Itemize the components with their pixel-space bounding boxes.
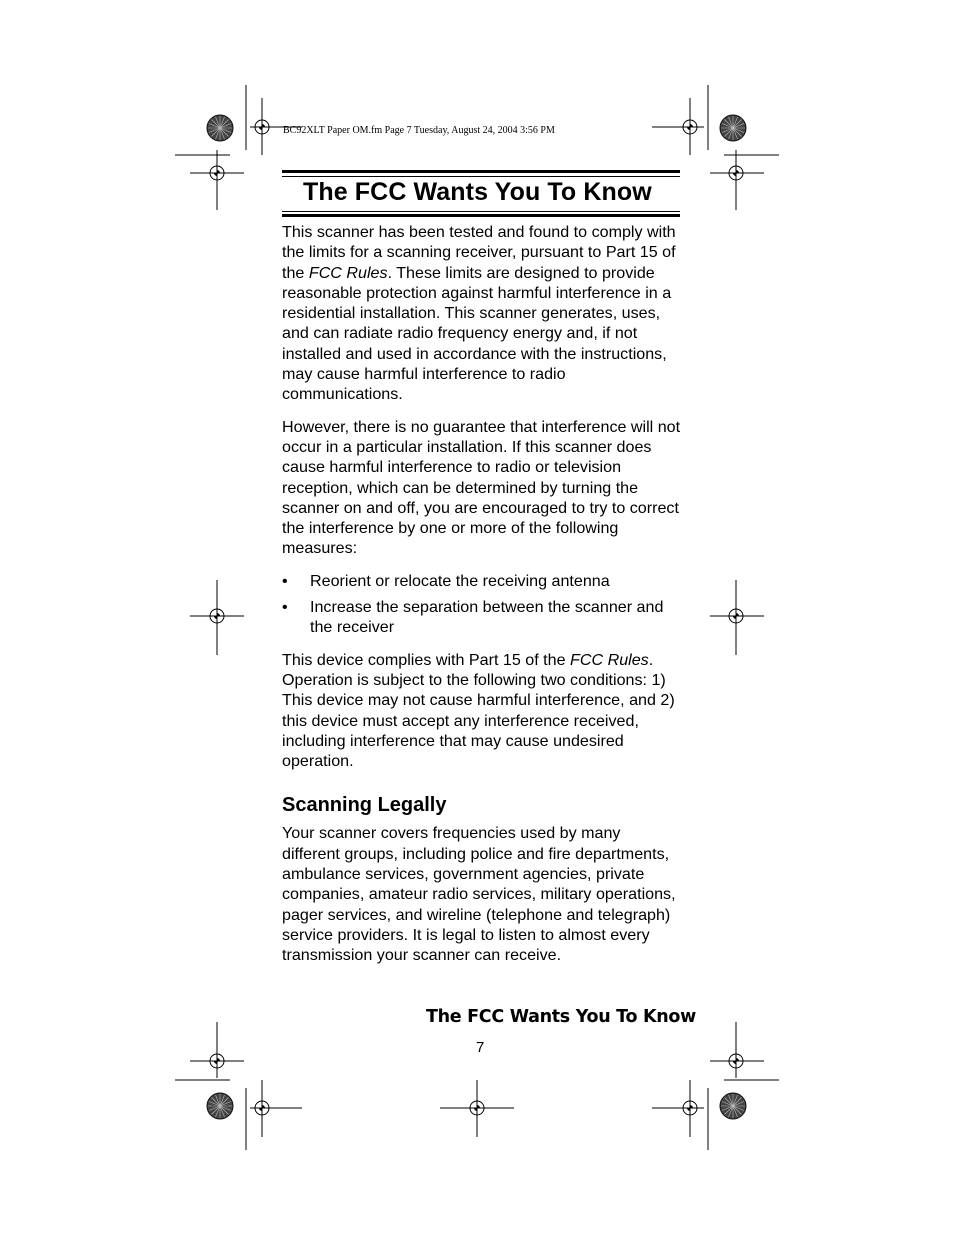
paragraph-guarantee: However, there is no guarantee that interference will not occur in a particular installation. If this scanner does cause harmful interference to radio or television reception, which can be determined by turning the scanner on and off, you are encouraged to try to correct the interference by one or more of the following measures:: [282, 417, 681, 558]
title-rule-bottom-thick: [282, 214, 680, 217]
list-item: [282, 571, 682, 591]
text-run: . These limits are designed to provide reasonable protection against harmful interference in a residential installation. This scanner generates, uses, and can radiate radio frequency energy and, if not installed and used in accordance with the instructions, may cause harmful interference to radio communications.: [282, 263, 672, 404]
paragraph-scanning-legally: Your scanner covers frequencies used by many different groups, including police and fire departments, ambulance services, government agencies, private companies, amateur radio services, military operations, pager services, and wireline (telephone and telegraph) service providers. It is legal to listen to almost every transmission your scanner can receive.: [282, 824, 676, 965]
paragraph-compliance: [282, 222, 682, 405]
page-body: [282, 222, 682, 978]
bullet-icon: •: [282, 571, 288, 590]
text-run: This scanner has been tested and found to comply with the limits for a scanning receiver, pursuant to Part 15 of the: [282, 223, 676, 282]
bullet-icon: •: [282, 598, 288, 617]
list-item-text: Reorient or relocate the receiving antenna: [310, 571, 610, 590]
list-item-text: Increase the separation between the scanner and the receiver: [310, 598, 664, 637]
text-run: . Operation is subject to the following two conditions: 1) This device may not cause harmful interference, and 2) this device must accept any interference received, including interference that may cause undesired operation.: [282, 650, 675, 771]
title-rule-top-thick: [282, 170, 680, 173]
running-footer-title: The FCC Wants You To Know: [426, 1007, 696, 1027]
measures-list: [282, 571, 682, 638]
fcc-rules-emphasis: FCC Rules: [570, 650, 649, 669]
page-number: 7: [476, 1039, 485, 1056]
title-rule-top-thin: [282, 176, 680, 177]
list-item: [282, 597, 682, 638]
title-rule-bottom-thin: [282, 211, 680, 212]
page-title: The FCC Wants You To Know: [303, 178, 652, 206]
fcc-rules-emphasis: FCC Rules: [308, 263, 388, 282]
text-run: This device complies with Part 15 of the: [282, 650, 571, 669]
file-info-header: BC92XLT Paper OM.fm Page 7 Tuesday, August 24, 2004 3:56 PM: [283, 125, 555, 136]
section-heading: Scanning Legally: [282, 794, 447, 817]
paragraph-part15: [282, 650, 682, 772]
